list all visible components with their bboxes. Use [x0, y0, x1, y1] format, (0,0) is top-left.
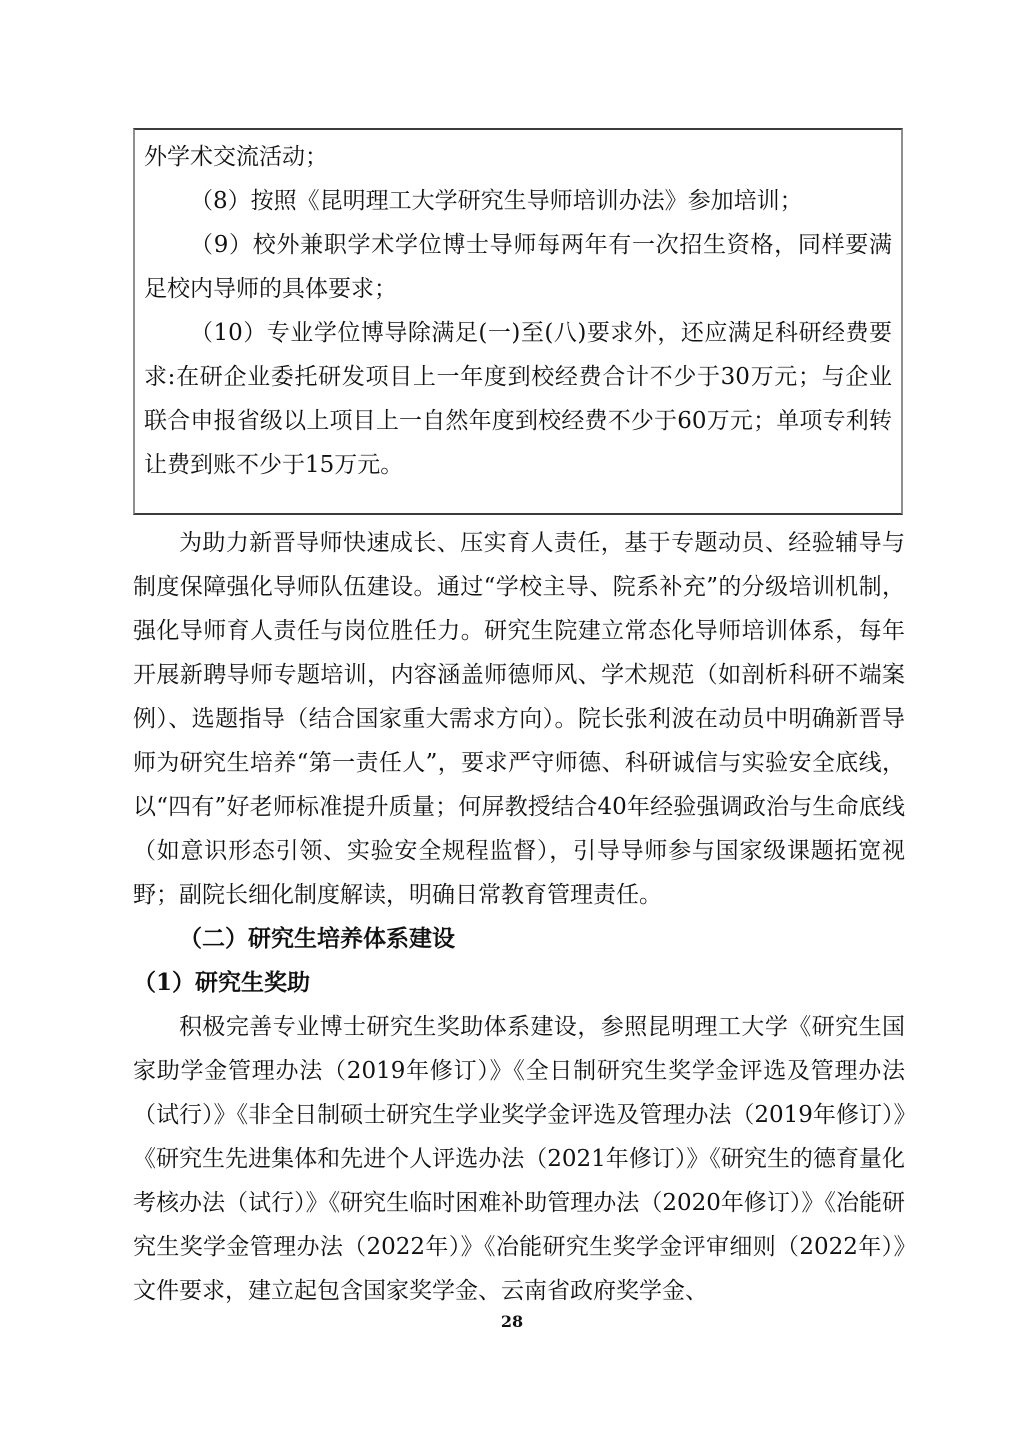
- box-paragraph-continuation: 外学术交流活动；: [144, 144, 328, 170]
- paragraph-mentor-training: 为助力新晋导师快速成长、压实育人责任，基于专题动员、经验辅导与制度保障强化导师队伍建设。通过“学校主导、院系补充”的分级培训机制，强化导师育人责任与岗位胜任力。研究生院建立常态化导师培训体系，每年开展新聘导师专题培训，内容涵盖师德师风、学术规范（如剖析科研不端案例）、选题指导（结合国家重大需求方向）。院长张利波在动员中明确新晋导师为研究生培养“第一责任人”，要求严守师德、科研诚信与实验安全底线，以“四有”好老师标准提升质量；何屏教授结合40年经验强调政治与生命底线（如意识形态引领、实验安全规程监督），引导导师参与国家级课题拓宽视野；副院长细化制度解读，明确日常教育管理责任。: [133, 530, 905, 908]
- sub-section-heading: （1）研究生奖助: [133, 969, 311, 996]
- section-heading: （二）研究生培养体系建设: [179, 925, 455, 952]
- page-number: 28: [500, 1312, 524, 1331]
- paragraph-scholarship-system: 积极完善专业博士研究生奖助体系建设，参照昆明理工大学《研究生国家助学金管理办法（2019年修订）》《全日制研究生奖学金评选及管理办法（试行）》《非全日制硕士研究生学业奖学金评选及管理办法（2019年修订）》《研究生先进集体和先进个人评选办法（2021年修订）》《研究生的德育量化考核办法（试行）》《研究生临时困难补助管理办法（2020年修订）》《冶能研究生奖学金管理办法（2022年）》《冶能研究生奖学金评审细则（2022年）》文件要求，建立起包含国家奖学金、云南省政府奖学金、: [133, 1014, 905, 1304]
- requirements-box: [133, 128, 903, 515]
- box-paragraph-item-10: （10）专业学位博导除满足(一)至(八)要求外，还应满足科研经费要求:在研企业委托研发项目上一年度到校经费合计不少于30万元；与企业联合申报省级以上项目上一自然年度到校经费不少于60万元；单项专利转让费到账不少于15万元。: [144, 320, 892, 478]
- content-column: [133, 128, 905, 1313]
- box-paragraph-item-9: （9）校外兼职学术学位博士导师每两年有一次招生资格，同样要满足校内导师的具体要求；: [144, 232, 892, 302]
- body-text: [133, 521, 905, 1313]
- box-paragraph-item-8: （8）按照《昆明理工大学研究生导师培训办法》参加培训；: [190, 188, 803, 214]
